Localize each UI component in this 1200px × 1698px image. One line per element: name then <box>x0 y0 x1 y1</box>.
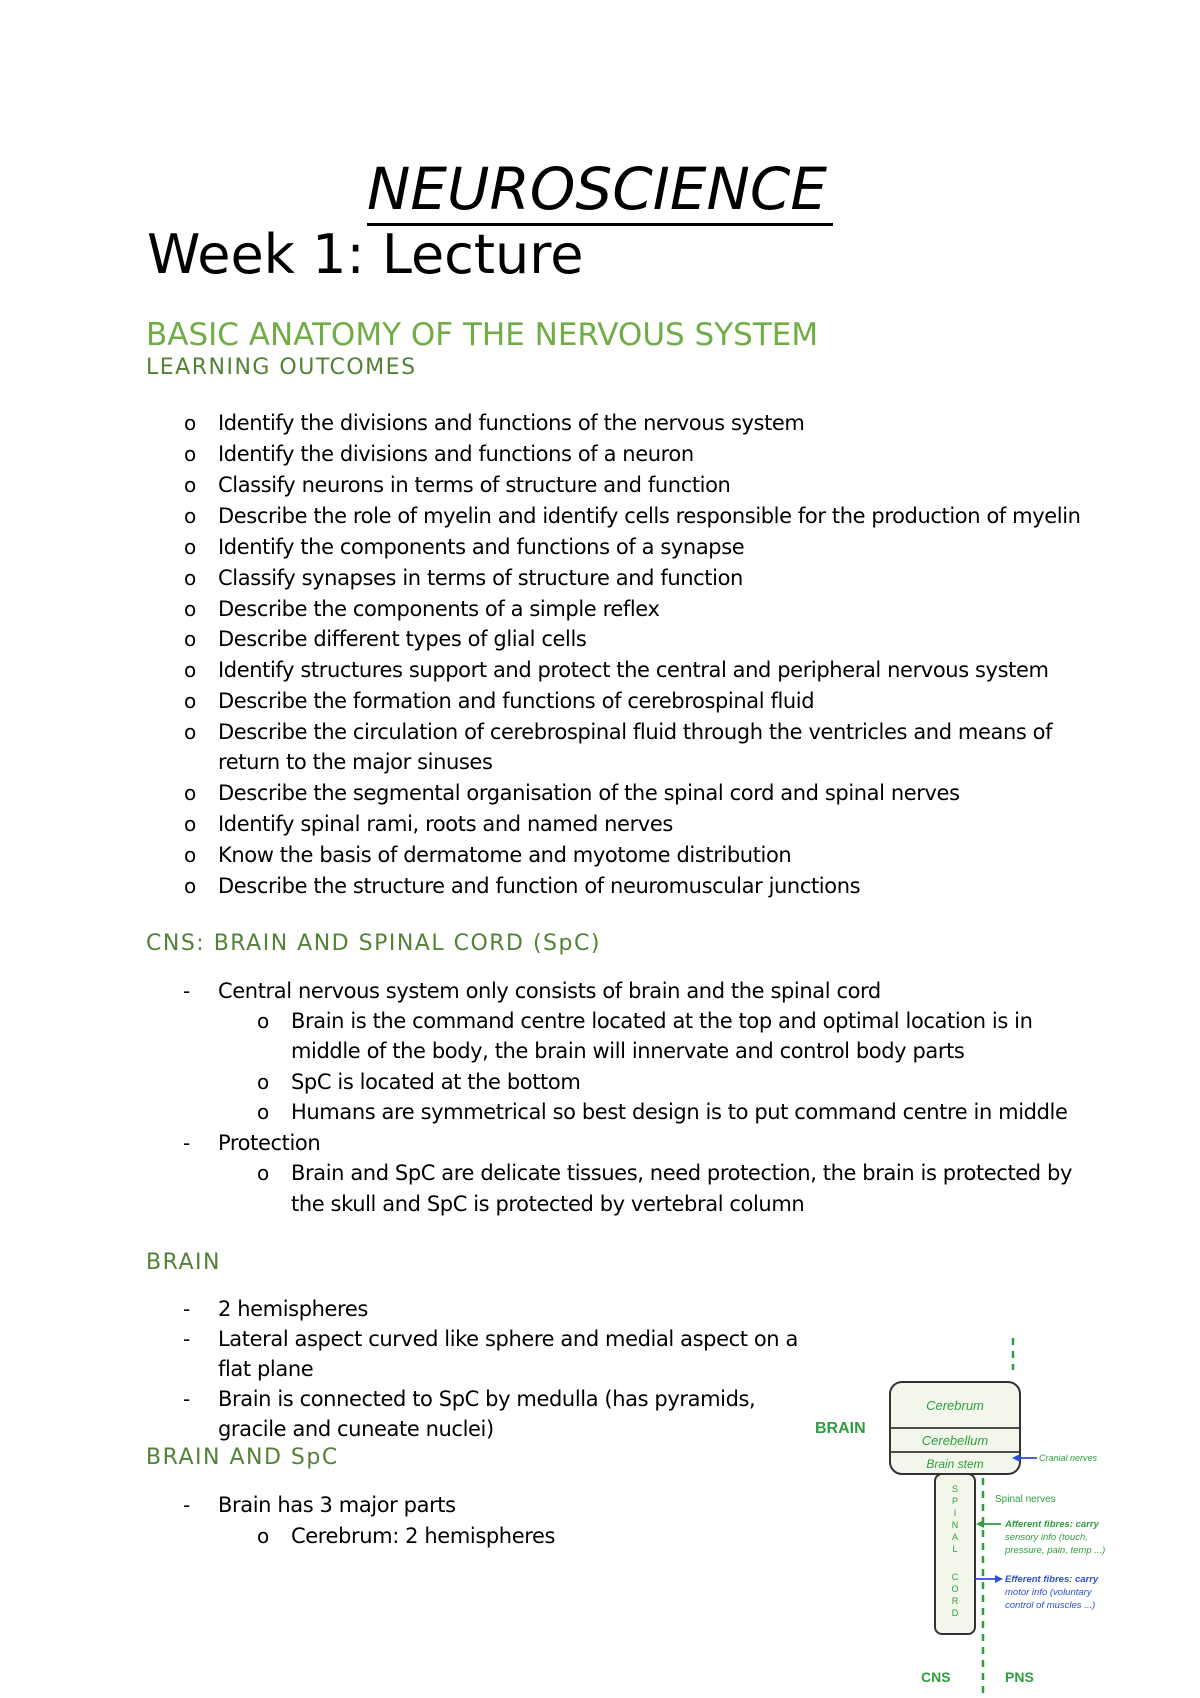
circle-bullet: o <box>257 1524 270 1548</box>
pns-label: PNS <box>1005 1669 1034 1685</box>
spinal-letter: C <box>951 1572 959 1582</box>
circle-bullet: o <box>184 411 197 435</box>
outcome-item: Describe the formation and functions of cerebrospinal fluid <box>218 689 815 713</box>
brain-item: Lateral aspect curved like sphere and medial aspect on a <box>218 1327 798 1351</box>
cns-subitem: Brain and SpC are delicate tissues, need protection, the brain is protected by <box>291 1161 1072 1185</box>
brain-item: Brain is connected to SpC by medulla (has pyramids, <box>218 1387 756 1411</box>
section-heading: BASIC ANATOMY OF THE NERVOUS SYSTEM <box>146 317 819 353</box>
spinal-letter: R <box>951 1596 959 1606</box>
circle-bullet: o <box>184 843 197 867</box>
cns-subitem: Humans are symmetrical so best design is to put command centre in middle <box>291 1100 1068 1124</box>
brain-spc-subitem: Cerebrum: 2 hemispheres <box>291 1524 556 1548</box>
cns-item: Central nervous system only consists of brain and the spinal cord <box>218 979 881 1003</box>
outcome-item: Identify structures support and protect the central and peripheral nervous system <box>218 658 1049 682</box>
circle-bullet: o <box>184 566 197 590</box>
document-title <box>0 155 1200 223</box>
cns-subitem: Brain is the command centre located at the top and optimal location is in <box>291 1009 1033 1033</box>
outcome-item: Identify spinal rami, roots and named nerves <box>218 812 673 836</box>
dash-bullet: - <box>183 979 191 1003</box>
cerebrum-label: Cerebrum <box>926 1398 984 1413</box>
spinal-letter: P <box>951 1496 959 1506</box>
outcome-item: Describe the role of myelin and identify cells responsible for the production of myelin <box>218 504 1081 528</box>
outcome-item: Classify neurons in terms of structure and function <box>218 473 731 497</box>
circle-bullet: o <box>184 781 197 805</box>
efferent-text <box>1005 1574 1099 1611</box>
cns-subitem-continued: middle of the body, the brain will innervate and control body parts <box>291 1039 965 1063</box>
dash-bullet: - <box>183 1387 191 1411</box>
circle-bullet: o <box>184 812 197 836</box>
dash-bullet: - <box>183 1493 191 1517</box>
circle-bullet: o <box>184 504 197 528</box>
nervous-system-diagram <box>815 1330 1145 1698</box>
circle-bullet: o <box>184 658 197 682</box>
circle-bullet: o <box>184 535 197 559</box>
cerebellum-label: Cerebellum <box>921 1433 989 1448</box>
afferent-arrow-icon <box>976 1520 984 1528</box>
afferent-text <box>1004 1519 1105 1556</box>
outcome-item: Describe the circulation of cerebrospinal fluid through the ventricles and means of <box>218 720 1053 744</box>
spinal-letter: S <box>951 1484 959 1494</box>
spinal-nerves-label: Spinal nerves <box>995 1494 1056 1505</box>
cns-heading: CNS: BRAIN AND SPINAL CORD (SpC) <box>146 931 601 956</box>
afferent-line-3: pressure, pain, temp ...) <box>1005 1545 1106 1556</box>
outcome-item: Describe the segmental organisation of the spinal cord and spinal nerves <box>218 781 960 805</box>
circle-bullet: o <box>257 1100 270 1124</box>
title-text: NEUROSCIENCE <box>367 155 833 226</box>
circle-bullet: o <box>257 1070 270 1094</box>
brain-spc-item: Brain has 3 major parts <box>218 1493 456 1517</box>
outcome-item-continued: return to the major sinuses <box>218 750 493 774</box>
spinal-letter: A <box>951 1532 959 1542</box>
circle-bullet: o <box>184 442 197 466</box>
circle-bullet: o <box>184 720 197 744</box>
outcome-item: Know the basis of dermatome and myotome distribution <box>218 843 792 867</box>
spinal-letter: D <box>951 1608 959 1618</box>
brain-label: BRAIN <box>815 1420 866 1437</box>
brain-item-continued: gracile and cuneate nuclei) <box>218 1417 494 1441</box>
brain-item-continued: flat plane <box>218 1357 314 1381</box>
outcome-item: Describe different types of glial cells <box>218 627 587 651</box>
brain-and-spc-heading: BRAIN AND SpC <box>146 1445 339 1470</box>
cns-subitem-continued: the skull and SpC is protected by vertebral column <box>291 1192 805 1216</box>
lecture-heading: Week 1: Lecture <box>147 223 584 286</box>
efferent-line-3: control of muscles ...) <box>1005 1600 1096 1611</box>
learning-outcomes-heading: LEARNING OUTCOMES <box>146 355 417 380</box>
cns-subitem: SpC is located at the bottom <box>291 1070 581 1094</box>
outcome-item: Identify the components and functions of a synapse <box>218 535 745 559</box>
afferent-line-1: Afferent fibres: carry <box>1005 1519 1099 1530</box>
dash-bullet: - <box>183 1131 191 1155</box>
efferent-line-1: Efferent fibres: carry <box>1005 1574 1099 1585</box>
outcome-item: Describe the structure and function of neuromuscular junctions <box>218 874 861 898</box>
circle-bullet: o <box>257 1009 270 1033</box>
circle-bullet: o <box>184 597 197 621</box>
circle-bullet: o <box>184 689 197 713</box>
brain-stem-label: Brain stem <box>926 1457 984 1471</box>
outcome-item: Identify the divisions and functions of a neuron <box>218 442 694 466</box>
spinal-letter: N <box>951 1520 959 1530</box>
outcome-item: Identify the divisions and functions of the nervous system <box>218 411 805 435</box>
dash-bullet: - <box>183 1327 191 1351</box>
cns-label: CNS <box>921 1669 951 1685</box>
spinal-letter: O <box>951 1584 959 1594</box>
circle-bullet: o <box>184 473 197 497</box>
efferent-arrow-icon <box>995 1575 1003 1583</box>
efferent-line-2: motor info (voluntary <box>1005 1587 1092 1598</box>
cns-item: Protection <box>218 1131 321 1155</box>
outcome-item: Describe the components of a simple reflex <box>218 597 660 621</box>
cranial-nerves-label: Cranial nerves <box>1039 1453 1098 1463</box>
circle-bullet: o <box>184 627 197 651</box>
circle-bullet: o <box>257 1161 270 1185</box>
circle-bullet: o <box>184 874 197 898</box>
outcome-item: Classify synapses in terms of structure and function <box>218 566 743 590</box>
spinal-letter: L <box>952 1544 958 1554</box>
brain-item: 2 hemispheres <box>218 1297 368 1321</box>
brain-heading: BRAIN <box>146 1250 221 1275</box>
spinal-letter: I <box>953 1508 957 1518</box>
dash-bullet: - <box>183 1297 191 1321</box>
afferent-line-2: sensory info (touch, <box>1005 1532 1088 1543</box>
